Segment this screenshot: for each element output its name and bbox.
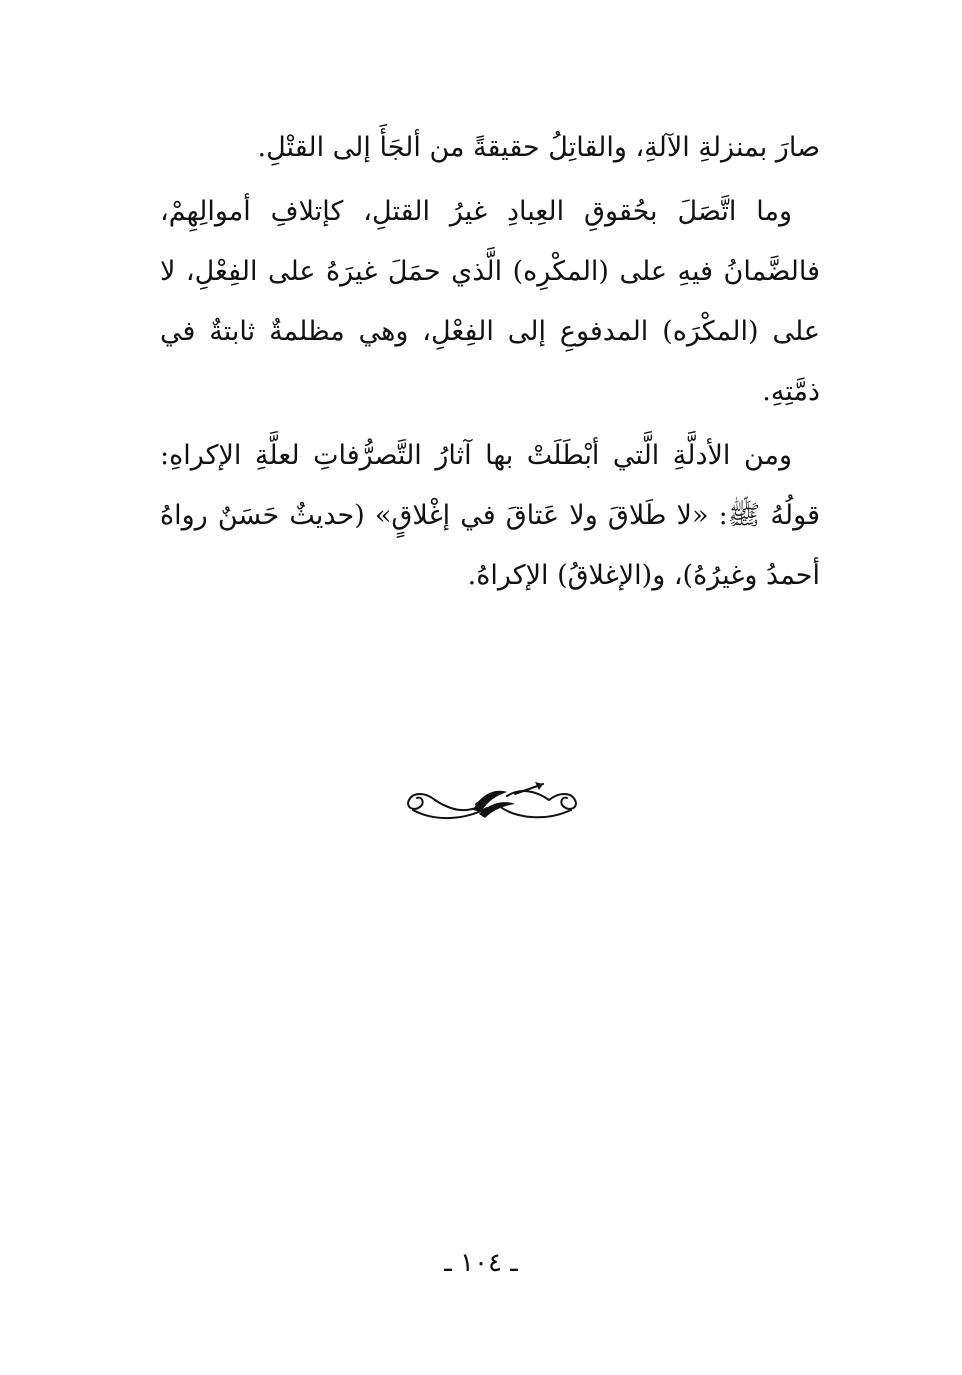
page-body-text (160, 118, 820, 610)
floral-divider-icon (395, 770, 589, 826)
paragraph-evidence: ومن الأدلَّةِ الَّتي أبْطَلَتْ بها آثارُ التَّصرُّفاتِ لعلَّةِ الإكراهِ: قولُهُ ﷺ: «لا طَلاقَ ولا عَتاقَ في إغْلاقٍ» (حديثٌ حَسَنٌ رواهُ أحمدُ وغيرُهُ)، و(الإغلاقُ) الإكراهُ. (160, 440, 820, 591)
paragraph-continuation: صارَ بمنزلةِ الآلةِ، والقاتِلُ حقيقةً من ألجَأَ إلى القتْلِ. (257, 132, 820, 163)
paragraph-property-rights: وما اتَّصَلَ بحُقوقِ العِبادِ غيرُ القتلِ، كإتلافِ أموالِهِمْ، فالضَّمانُ فيهِ على (المكْرِه) الَّذي حمَلَ غيرَهُ على الفِعْلِ، لا على (المكْرَه) المدفوعِ إلى الفِعْلِ، وهي مظلمةٌ ثابتةٌ في ذمَّتِهِ. (160, 196, 820, 407)
page-number: ـ ١٠٤ ـ (444, 1248, 518, 1278)
